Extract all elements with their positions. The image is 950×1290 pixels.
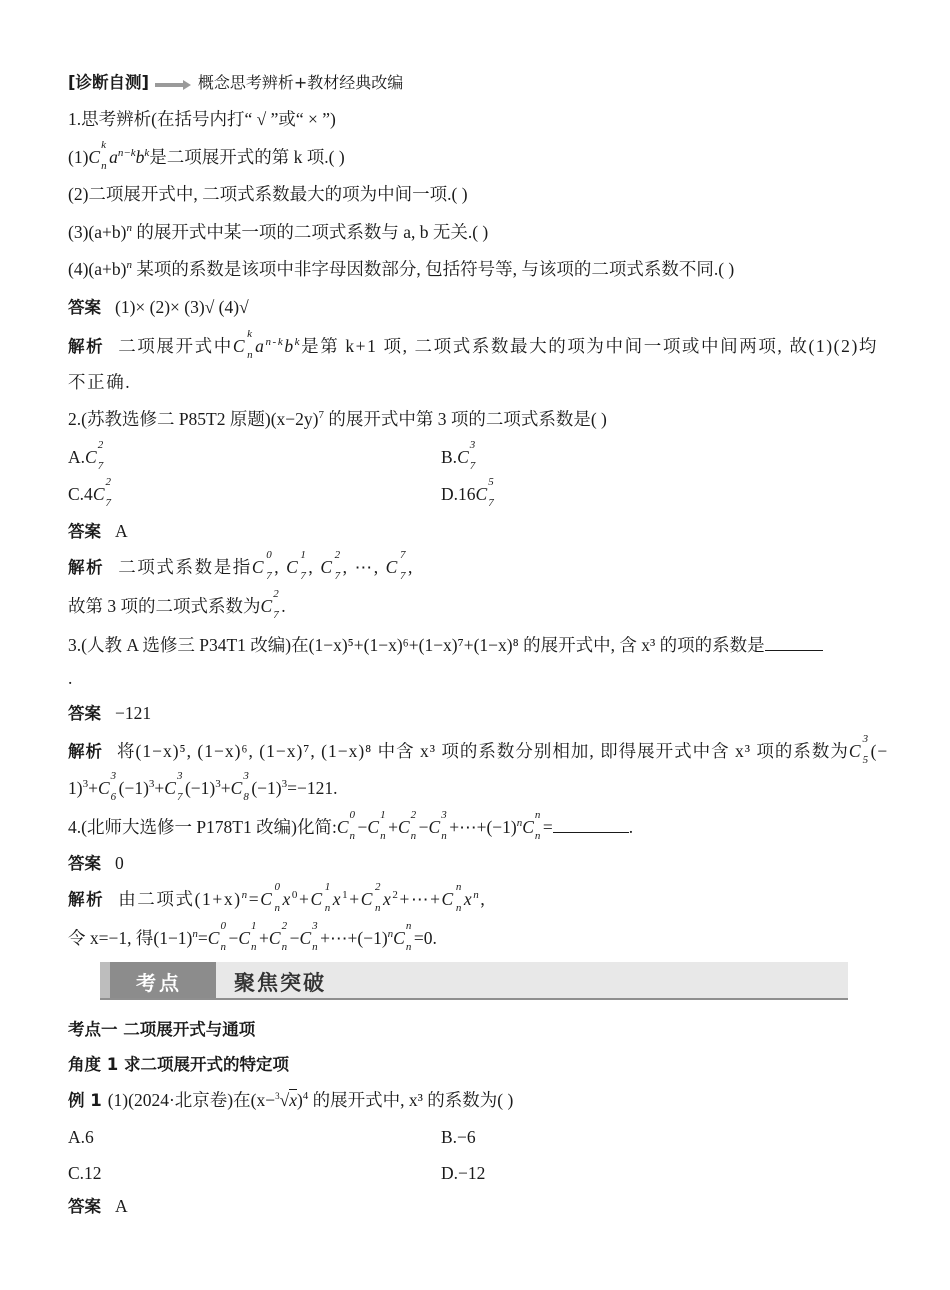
q1-item1: (1)C k n $a^{n-k}b^k$是二项展开式的第 k 项.( ) (68, 139, 345, 172)
answer-label: 答案 (68, 522, 101, 541)
example1-option-c: C.12 (68, 1163, 102, 1183)
example1-option-b: B.−6 (441, 1127, 476, 1147)
section-heading: 考点一 二项展开式与通项 (68, 1020, 256, 1039)
q4-title: 4.(北师大选修一 P178T1 改编)化简:C 0 n −C 1 n +C 2 n −C 3 n $+\cdots+(-1)^nC$ n n = . (68, 809, 634, 842)
q2-explanation: 解析 二项式系数是指C 0 7 , C 1 7 , C 2 7 , ⋯, C 7 7 , (68, 549, 414, 582)
banner-notch (100, 962, 110, 998)
q3-explanation: 解析 将(1−x)⁵, (1−x)⁶, (1−x)⁷, (1−x)⁸ 中含 x³ 项的系数分别相加, 即得展开式中含 x³ 项的系数为C 3 5 (− (68, 733, 889, 766)
q2-option-b: B.C 3 7 (441, 439, 476, 472)
q4-explanation-line2: 令 x=−1, 得$(1-1)^n=C$ 0 n −C 1 n +C 2 n −C 3 n $+\cdots+(-1)^nC$ n n =0. (68, 920, 437, 953)
q4-answer: 答案 0 (68, 853, 124, 873)
example-label: 例 1 (68, 1091, 102, 1110)
arrow-icon (155, 72, 191, 96)
answer-label: 答案 (68, 704, 101, 723)
example1-answer: 答案 A (68, 1196, 128, 1216)
explanation-label: 解析 (68, 742, 103, 761)
q3-title: 3.(人教 A 选修三 P34T1 改编)在(1−x)⁵+(1−x)⁶+(1−x)⁷+(1−x)⁸ 的展开式中, 含 x³ 的项的系数是 (68, 632, 823, 657)
example1-option-d: D.−12 (441, 1163, 486, 1183)
q3-title-end: . (68, 668, 73, 688)
banner-title: 聚焦突破 (234, 971, 326, 995)
header-subtitle: 概念思考辨析+教材经典改编 (197, 73, 404, 92)
combination-symbol: C k n (88, 139, 107, 172)
answer-label: 答案 (68, 1197, 101, 1216)
q1-item4: $(4)(a+b)^n$ 某项的系数是该项中非字母因数部分, 包括符号等, 与该项的二项式系数不同.( ) (68, 259, 735, 279)
angle-heading: 角度 1 求二项展开式的特定项 (68, 1055, 289, 1074)
q1-answer: 答案 (1)× (2)× (3)√ (4)√ (68, 297, 249, 317)
section-banner (100, 962, 850, 1000)
q1-explanation: 解析 二项展开式中C k n $a^{n-k}b^k$是第 k+1 项, 二项式系数最大的项为中间一项或中间两项, 故(1)(2)均 (68, 328, 878, 361)
q2-option-a: A.C 2 7 (68, 439, 104, 472)
section-header (68, 70, 403, 96)
answer-blank (553, 814, 629, 833)
q1-item2: (2)二项展开式中, 二项式系数最大的项为中间一项.( ) (68, 184, 468, 204)
q3-explanation-line2: 1)$^3$+C 3 6 $(-1)^3+C$ 3 7 $(-1)^3+C$ 3 8 $(-1)^3=-121$. (68, 770, 338, 803)
q2-option-c: C.4C 2 7 (68, 476, 111, 509)
answer-blank (765, 632, 823, 651)
combination-symbol: C k n (232, 328, 255, 361)
q2-answer: 答案 A (68, 521, 128, 541)
answer-label: 答案 (68, 298, 101, 317)
q1-title: 1.思考辨析(在括号内打“ √ ”或“ × ”) (68, 109, 336, 129)
explanation-label: 解析 (68, 337, 105, 356)
answer-label: 答案 (68, 854, 101, 873)
q2-option-d: D.16C 5 7 (441, 476, 494, 509)
q1-explanation-line2: 不正确. (68, 372, 132, 392)
q3-answer: 答案 −121 (68, 703, 152, 723)
example1-title: 例 1 (1)(2024·北京卷)在$(x-^3√x)^4$ 的展开式中, x³ 的系数为( ) (68, 1090, 514, 1110)
explanation-label: 解析 (68, 558, 105, 577)
explanation-label: 解析 (68, 890, 105, 909)
banner-tag: 考点 (136, 971, 182, 995)
example1-option-a: A.6 (68, 1127, 94, 1147)
cube-root-x: $^3$√x (275, 1090, 297, 1110)
q4-explanation: 解析 由二项式$(1+x)^n=C$ 0 n $x^0+C$ 1 n $x^1+C$ 2 n $x^2+\cdots+C$ n n $x^n$, (68, 881, 487, 914)
q2-explanation-line2: 故第 3 项的二项式系数为C 2 7 . (68, 588, 286, 621)
q1-item3: $(3)(a+b)^n$ 的展开式中某一项的二项式系数与 a, b 无关.( ) (68, 222, 489, 242)
diagnosis-tag: [诊断自测] (68, 73, 150, 92)
q2-title: 2.(苏教选修二 P85T2 原题)$(x-2y)^7$ 的展开式中第 3 项的二项式系数是( ) (68, 409, 607, 429)
